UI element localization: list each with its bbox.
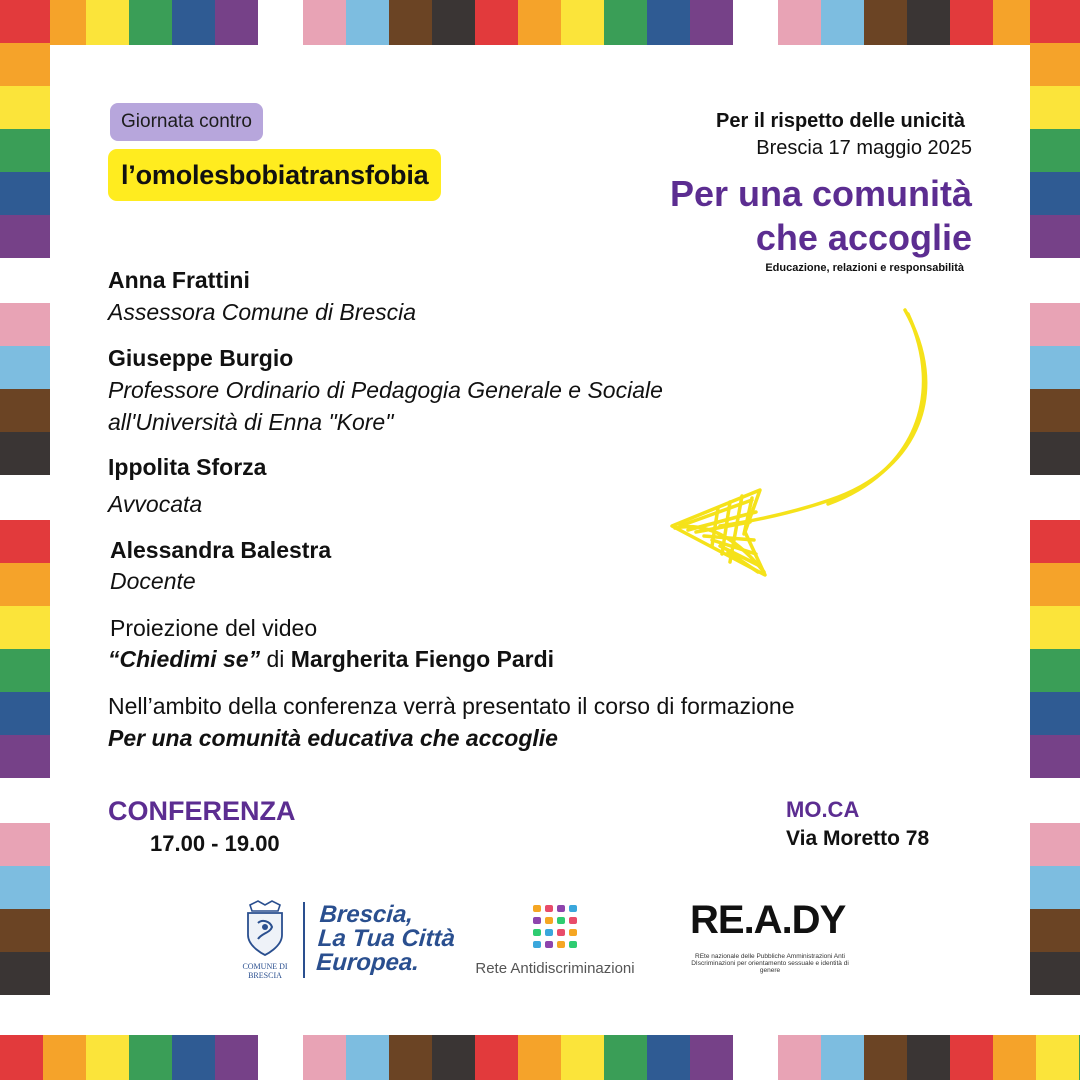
border-stripe bbox=[389, 1035, 432, 1080]
border-stripe bbox=[432, 0, 475, 45]
border-stripe bbox=[1030, 346, 1080, 389]
border-stripe bbox=[1030, 909, 1080, 952]
border-stripe bbox=[604, 0, 647, 45]
border-stripe bbox=[647, 0, 690, 45]
border-stripe bbox=[0, 0, 50, 43]
border-stripe bbox=[1030, 215, 1080, 258]
border-stripe bbox=[0, 823, 50, 866]
border-stripe bbox=[950, 0, 993, 45]
border-stripe bbox=[1030, 303, 1080, 346]
border-stripe bbox=[346, 1035, 389, 1080]
border-stripe bbox=[1030, 952, 1080, 995]
logo-divider bbox=[303, 902, 305, 978]
border-stripe bbox=[0, 520, 50, 563]
border-stripe bbox=[0, 172, 50, 215]
border-stripe bbox=[0, 43, 50, 86]
rete-antidiscriminazioni-label: Rete Antidiscriminazioni bbox=[475, 960, 635, 977]
border-stripe bbox=[821, 1035, 864, 1080]
speaker-name: Anna Frattini bbox=[108, 267, 250, 293]
city-logo-line-1: Brescia, bbox=[318, 901, 415, 928]
event-day-highlight: l’omolesbobiatransfobia bbox=[108, 149, 441, 201]
border-stripe bbox=[907, 0, 950, 45]
border-stripe bbox=[1030, 43, 1080, 86]
border-stripe bbox=[389, 0, 432, 45]
border-stripe bbox=[0, 563, 50, 606]
conference-label: CONFERENZA bbox=[108, 796, 296, 826]
ready-logo: RE.A.DY bbox=[690, 898, 846, 942]
border-stripe bbox=[0, 129, 50, 172]
border-stripe bbox=[907, 1035, 950, 1080]
brescia-tua-citta-europea-logo bbox=[315, 903, 457, 975]
border-stripe bbox=[0, 735, 50, 778]
border-stripe bbox=[346, 0, 389, 45]
venue-name: MO.CA bbox=[786, 797, 860, 822]
border-stripe bbox=[561, 1035, 604, 1080]
border-stripe bbox=[690, 0, 733, 45]
border-stripe bbox=[86, 1035, 129, 1080]
border-stripe bbox=[1030, 0, 1080, 43]
border-stripe bbox=[1030, 866, 1080, 909]
city-crest-icon bbox=[240, 899, 290, 957]
border-stripe bbox=[1030, 432, 1080, 475]
headline-line-2: che accoglie bbox=[755, 217, 972, 258]
border-stripe bbox=[0, 389, 50, 432]
speaker-role: Professore Ordinario di Pedagogia Generale e Sociale bbox=[108, 377, 663, 403]
event-subheadline: Educazione, relazioni e responsabilità bbox=[765, 262, 964, 274]
border-stripe bbox=[518, 0, 561, 45]
border-stripe bbox=[475, 0, 518, 45]
border-stripe bbox=[647, 1035, 690, 1080]
event-tagline: Per il rispetto delle unicità bbox=[716, 110, 965, 132]
border-stripe bbox=[1030, 606, 1080, 649]
border-stripe bbox=[0, 346, 50, 389]
course-intro: Nell’ambito della conferenza verrà presentato il corso di formazione bbox=[108, 693, 795, 719]
border-stripe bbox=[0, 952, 50, 995]
city-logo-line-3: Europea. bbox=[315, 949, 421, 976]
border-stripe bbox=[129, 0, 172, 45]
rete-antidiscriminazioni-logo-icon bbox=[531, 904, 579, 952]
border-stripe bbox=[475, 1035, 518, 1080]
border-stripe bbox=[0, 606, 50, 649]
border-stripe bbox=[432, 1035, 475, 1080]
speaker-role: Assessora Comune di Brescia bbox=[108, 299, 417, 325]
border-stripe bbox=[1030, 823, 1080, 866]
speaker-role: Avvocata bbox=[108, 491, 203, 517]
border-stripe bbox=[778, 1035, 821, 1080]
video-title: “Chiedimi se” bbox=[108, 646, 261, 672]
border-stripe bbox=[993, 1035, 1036, 1080]
comune-brescia-logo bbox=[240, 899, 290, 981]
border-stripe bbox=[1036, 1035, 1079, 1080]
border-stripe bbox=[0, 649, 50, 692]
video-by: di bbox=[266, 646, 285, 672]
comune-label-line-1: COMUNE DI bbox=[242, 962, 288, 971]
conference-time: 17.00 - 19.00 bbox=[150, 831, 280, 856]
border-stripe bbox=[0, 432, 50, 475]
border-stripe bbox=[778, 0, 821, 45]
city-logo-line-2: La Tua Città bbox=[317, 925, 456, 952]
border-stripe bbox=[604, 1035, 647, 1080]
video-intro: Proiezione del video bbox=[110, 615, 318, 641]
border-stripe bbox=[215, 1035, 258, 1080]
speaker-name: Giuseppe Burgio bbox=[108, 345, 294, 371]
course-title: Per una comunità educativa che accoglie bbox=[108, 725, 558, 751]
border-stripe bbox=[1030, 389, 1080, 432]
border-stripe bbox=[864, 1035, 907, 1080]
border-stripe bbox=[215, 0, 258, 45]
border-stripe bbox=[172, 1035, 215, 1080]
border-stripe bbox=[1030, 649, 1080, 692]
speaker-name: Alessandra Balestra bbox=[110, 537, 332, 563]
border-stripe bbox=[561, 0, 604, 45]
video-author: Margherita Fiengo Pardi bbox=[290, 646, 555, 672]
speaker-name: Ippolita Sforza bbox=[108, 454, 267, 480]
border-stripe bbox=[864, 0, 907, 45]
border-stripe bbox=[950, 1035, 993, 1080]
border-stripe bbox=[129, 1035, 172, 1080]
border-stripe bbox=[0, 86, 50, 129]
border-stripe bbox=[1030, 735, 1080, 778]
border-stripe bbox=[0, 303, 50, 346]
border-stripe bbox=[0, 692, 50, 735]
border-stripe bbox=[1030, 129, 1080, 172]
border-stripe bbox=[0, 215, 50, 258]
border-stripe bbox=[172, 0, 215, 45]
border-stripe bbox=[0, 909, 50, 952]
border-stripe bbox=[86, 0, 129, 45]
border-stripe bbox=[0, 866, 50, 909]
comune-label-line-2: BRESCIA bbox=[248, 971, 282, 980]
event-date: Brescia 17 maggio 2025 bbox=[756, 137, 972, 159]
speaker-role: Docente bbox=[110, 568, 196, 594]
headline-line-1: Per una comunità bbox=[669, 173, 972, 214]
speaker-role-line-2: all'Università di Enna "Kore" bbox=[108, 409, 394, 435]
border-stripe bbox=[690, 1035, 733, 1080]
border-stripe bbox=[821, 0, 864, 45]
border-stripe bbox=[303, 1035, 346, 1080]
border-stripe bbox=[518, 1035, 561, 1080]
event-day-chip: Giornata contro bbox=[110, 103, 263, 141]
ready-subtitle: REte nazionale delle Pubbliche Amministrazioni Anti DIscriminazioni per orientamento sessuale e identità di genere bbox=[691, 953, 849, 974]
border-stripe bbox=[303, 0, 346, 45]
border-stripe bbox=[1030, 172, 1080, 215]
border-stripe bbox=[1030, 520, 1080, 563]
venue-address: Via Moretto 78 bbox=[786, 827, 930, 850]
video-line bbox=[108, 644, 554, 674]
border-stripe bbox=[1030, 86, 1080, 129]
border-stripe bbox=[43, 1035, 86, 1080]
border-stripe bbox=[1030, 563, 1080, 606]
scribble-arrow-icon bbox=[660, 300, 950, 590]
border-stripe bbox=[0, 1035, 43, 1080]
event-headline bbox=[500, 172, 972, 260]
border-stripe bbox=[1030, 692, 1080, 735]
